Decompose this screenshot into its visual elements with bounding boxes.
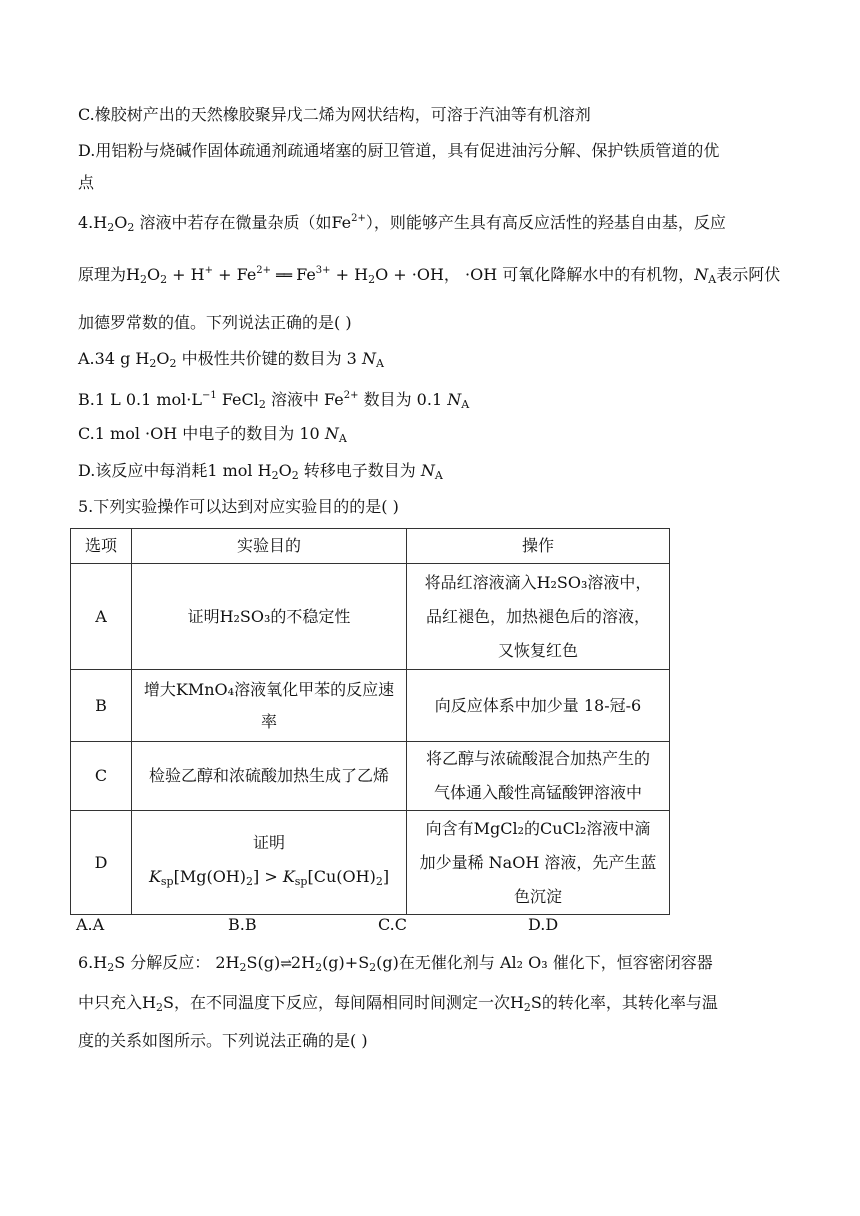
table-header-row <box>71 529 670 564</box>
header-option: 选项 <box>71 529 132 564</box>
option-d-q3-line2: 点 <box>78 173 95 192</box>
header-goal: 实验目的 <box>132 529 407 564</box>
q4-line2: 原理为$H_2O_2 + H^+ + Fe^{2+}$ ══ $Fe^{3+} + H_2O + \cdot OH$， ·OH 可氧化降解水中的有机物，$N_A$表示阿伏 <box>78 265 781 286</box>
table-row: D 证明 $K_{sp}[Mg(OH)_2] > K_{sp}[Cu(OH)_2]$ 向含有MgCl₂的CuCl₂溶液中滴 加少量稀 NaOH 溶液，先产生蓝 色沉淀 <box>71 811 670 915</box>
q4-line3: 加德罗常数的值。下列说法正确的是( ) <box>78 313 352 332</box>
table-row: A 证明H₂SO₃的不稳定性 将品红溶液滴入H₂SO₃溶液中， 品红褪色，加热褪色后的溶液， 又恢复红色 <box>71 564 670 670</box>
q6-line3: 度的关系如图所示。下列说法正确的是( ) <box>78 1031 368 1050</box>
table-row: B 增大KMnO₄溶液氧化甲苯的反应速率 向反应体系中加少量 18-冠-6 <box>71 670 670 742</box>
option-d-q3-line1: D.用铝粉与烧碱作固体疏通剂疏通堵塞的厨卫管道，具有促进油污分解、保护铁质管道的优 <box>78 141 720 160</box>
q4-option-a: A.34 g $H_2O_2$ 中极性共价键的数目为 3 $N_A$ <box>78 349 384 370</box>
option-c-q3: C.橡胶树产出的天然橡胶聚异戊二烯为网状结构，可溶于汽油等有机溶剂 <box>78 105 591 124</box>
q4-line1: $4.H_2O_2$ 溶液中若存在微量杂质（如$Fe^{2+}$），则能够产生具有高反应活性的羟基自由基，反应 <box>78 213 726 234</box>
q5-choice-d[interactable]: D.D <box>528 915 559 934</box>
header-operation: 操作 <box>407 529 670 564</box>
q5-choice-a[interactable]: A.A <box>76 915 105 934</box>
q4-option-b: B.1 L 0.1 $mol\cdot L^{-1}$ FeCl$_2$ 溶液中 $Fe^{2+}$ 数目为 0.1 $N_A$ <box>78 390 470 411</box>
q4-option-c: C.1 mol ·OH 中电子的数目为 10 $N_A$ <box>78 424 347 445</box>
q6-line1: $6.H_2S$ 分解反应： $2H_2S(g)\rightleftharpoons 2H_2(g)+S_2(g)$在无催化剂与 Al₂ O₃ 催化下，恒容密闭容器 <box>78 953 713 974</box>
experiment-table <box>70 528 670 915</box>
q6-line2: 中只充入$H_2S$，在不同温度下反应，每间隔相同时间测定一次$H_2S$的转化率，其转化率与温 <box>78 993 718 1014</box>
q5-choice-c[interactable]: C.C <box>378 915 407 934</box>
q5-choice-b[interactable]: B.B <box>228 915 257 934</box>
table-row: C 检验乙醇和浓硫酸加热生成了乙烯 将乙醇与浓硫酸混合加热产生的 气体通入酸性高锰酸钾溶液中 <box>71 742 670 811</box>
q5-stem: 5.下列实验操作可以达到对应实验目的的是( ) <box>78 497 399 516</box>
q4-option-d: D.该反应中每消耗1 mol $H_2O_2$ 转移电子数目为 $N_A$ <box>78 461 443 482</box>
